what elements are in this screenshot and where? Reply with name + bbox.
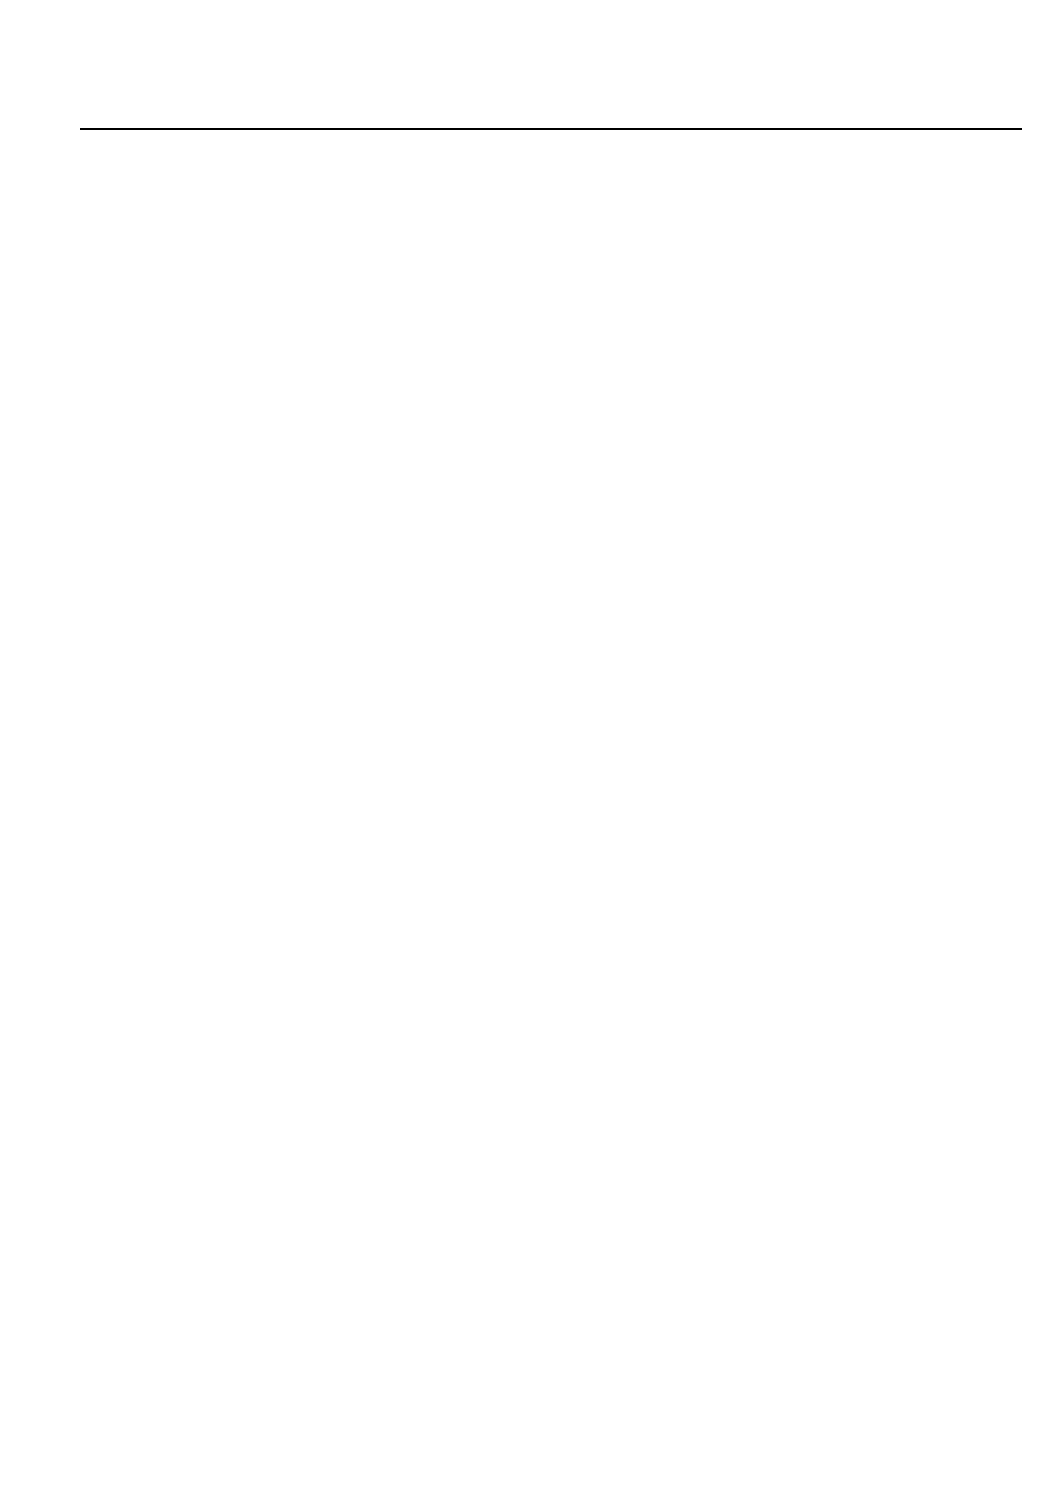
ranking-table bbox=[80, 128, 1022, 130]
